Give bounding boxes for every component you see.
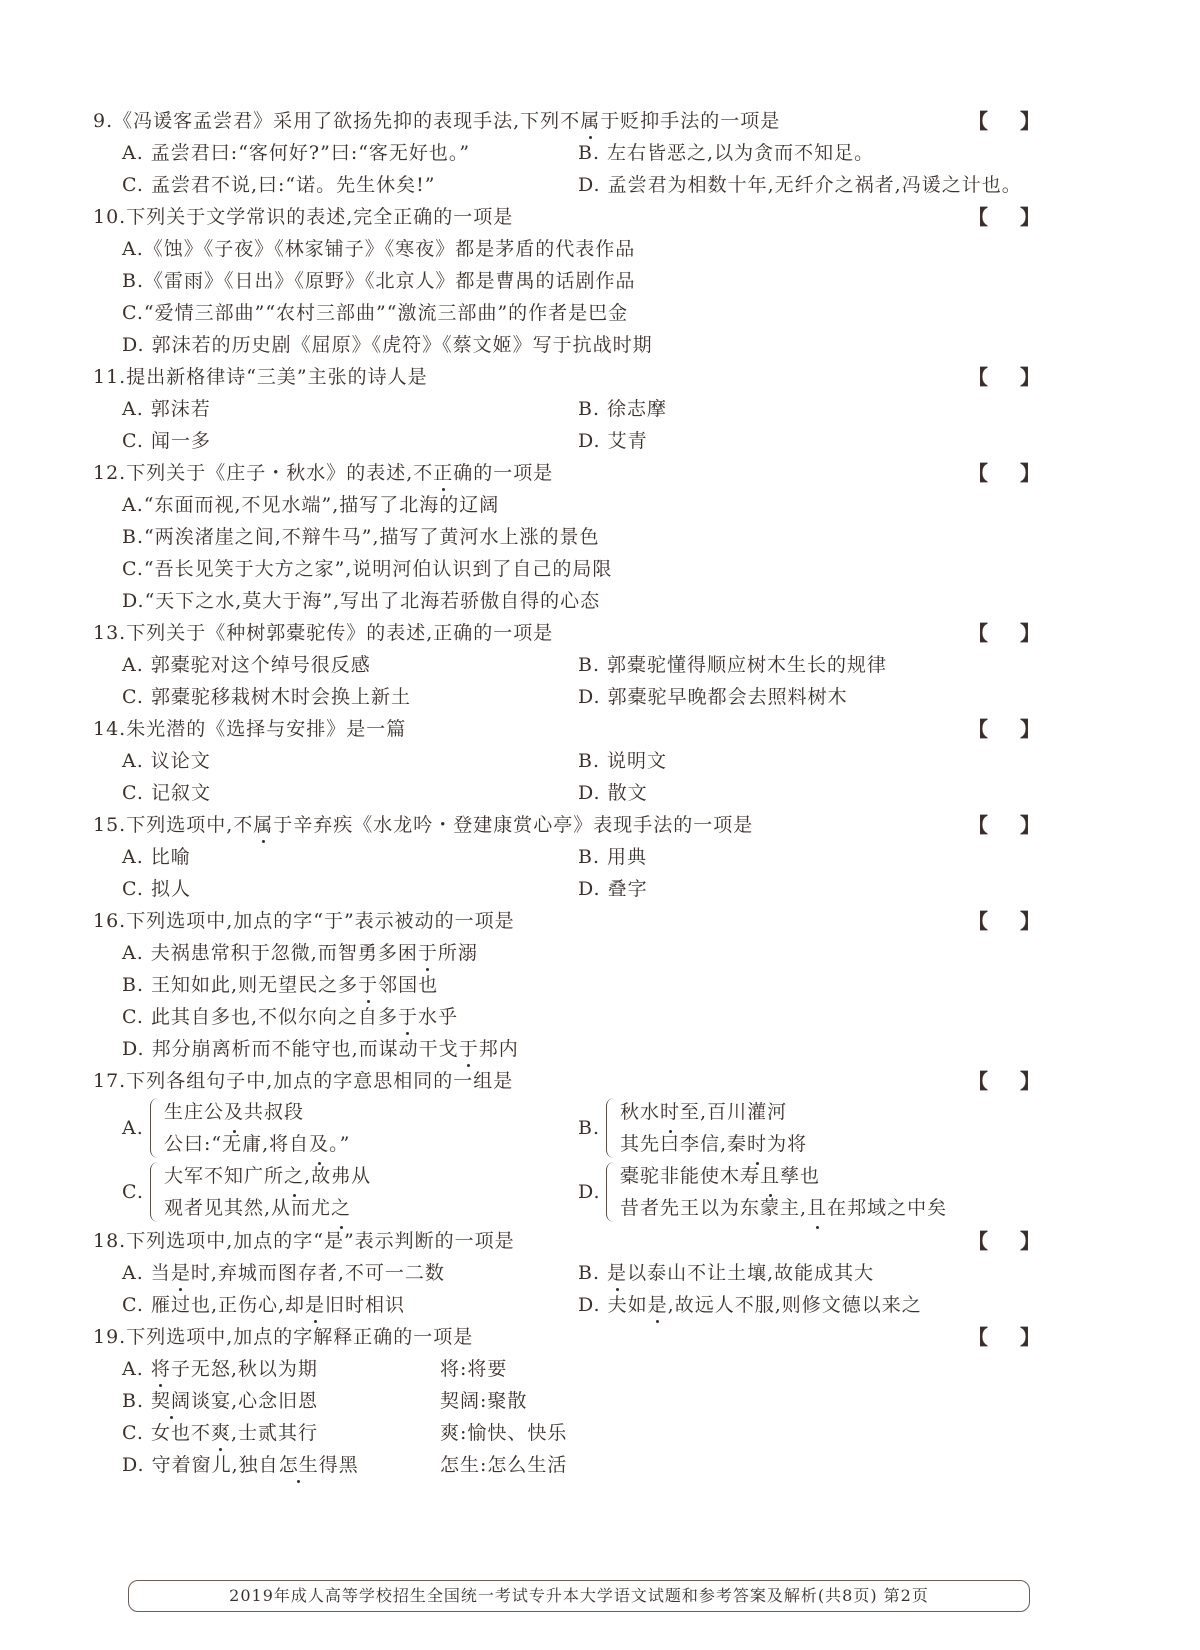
answer-bracket-12[interactable]: 【 】 [968,461,1040,485]
question-19-option-b: B. 契阔谈宴,心念旧恩 [122,1390,319,1412]
question-18-option-c: C. 雁过也,正伤心,却是旧时相识 [122,1294,406,1316]
question-15-option-b: B. 用典 [578,846,648,868]
question-9-option-a: A. 孟尝君曰:“客何好?”曰:“客无好也。” [122,142,471,164]
question-10-option-c: C.“爱情三部曲”“农村三部曲”“激流三部曲”的作者是巴金 [122,302,629,324]
question-11-option-c: C. 闻一多 [122,430,211,452]
question-13-option-b: B. 郭橐驼懂得顺应树木生长的规律 [578,654,888,676]
question-13-option-a: A. 郭橐驼对这个绰号很反感 [122,654,371,676]
question-16-option-a: A. 夫祸患常积于忽微,而智勇多困于所溺 [122,942,478,964]
question-10-option-a: A.《蚀》《子夜》《林家铺子》《寒夜》都是茅盾的代表作品 [122,238,636,260]
question-14-option-d: D. 散文 [578,782,648,804]
question-18-option-b: B. 是以泰山不让土壤,故能成其大 [578,1262,875,1284]
question-12-option-c: C.“吾长见笑于大方之家”,说明河伯认识到了自己的局限 [122,558,613,580]
emphasis-dotted: 不正确 [413,462,474,484]
question-14-stem: 14.朱光潜的《选择与安排》是一篇 [93,718,407,740]
question-16-option-d: D. 邦分崩离析而不能守也,而谋动干戈于邦内 [122,1038,519,1060]
answer-bracket-19[interactable]: 【 】 [968,1325,1040,1349]
answer-bracket-13[interactable]: 【 】 [968,621,1040,645]
question-16-option-b: B. 王知如此,则无望民之多于邻国也 [122,974,439,996]
question-14-option-c: C. 记叙文 [122,782,211,804]
answer-bracket-18[interactable]: 【 】 [968,1229,1040,1253]
question-11-option-d: D. 艾青 [578,430,648,452]
emphasis-dotted: 不属于 [560,110,621,132]
question-18-option-a: A. 当是时,弃城而图存者,不可一二数 [122,1262,445,1284]
question-15-option-c: C. 拟人 [122,878,191,900]
question-9-stem: 9.《冯谖客孟尝君》采用了欲扬先抑的表现手法,下列不属于贬抑手法的一项是 [93,110,781,132]
question-10-option-d: D. 郭沫若的历史剧《屈原》《虎符》《蔡文姬》写于抗战时期 [122,334,653,356]
question-10-option-b: B.《雷雨》《日出》《原野》《北京人》都是曹禺的话剧作品 [122,270,636,292]
answer-bracket-11[interactable]: 【 】 [968,365,1040,389]
question-19-stem: 19.下列选项中,加点的字解释正确的一项是 [93,1326,474,1348]
brace [150,1098,159,1158]
brace [606,1098,615,1158]
question-13-option-c: C. 郭橐驼移栽树木时会换上新土 [122,686,411,708]
answer-bracket-15[interactable]: 【 】 [968,813,1040,837]
question-15-option-a: A. 比喻 [122,846,191,868]
question-18-stem: 18.下列选项中,加点的字“是”表示判断的一项是 [93,1230,515,1252]
exam-page: 9.《冯谖客孟尝君》采用了欲扬先抑的表现手法,下列不属于贬抑手法的一项是 【 】 A. 孟尝君曰:“客何好?”曰:“客无好也。” B. 左右皆恶之,以为贪而不知足。 C. 孟尝君不说,曰:“诺。先生休矣!” D. 孟尝君为相数十年,无纤介之祸者,冯谖之计也。 10.下列关于文学常识的表述,完全正确的一项是 【 】 A.《蚀》《子夜》《林家铺子》《寒夜》都是茅盾的代表作品 B.《雷雨》《日出》《原野》《北京人》都是曹禺的话剧作品 C.“爱情三部曲”“农村三部曲”“激流三部曲”的作者是巴金 D. 郭沫若的历史剧《屈原》《虎符》《蔡文姬》写于抗战时期 11.提出新格律诗“三美”主张的诗人是 【 】 A. 郭沫若 B. 徐志摩 C. 闻一多 D. 艾青 12.下列关于《庄子・秋水》的表述,不正确的一项是 【 】 A.“东面而视,不见水端”,描写了北海的辽阔 B.“两涘渚崖之间,不辩牛马”,描写了黄河水上涨的景色 C.“吾长见笑于大方之家”,说明河伯认识到了自己的局限 D.“天下之水,莫大于海”,写出了北海若骄傲自得的心态 13.下列关于《种树郭橐驼传》的表述,正确的一项是 【 】 A. 郭橐驼对这个绰号很反感 B. 郭橐驼懂得顺应树木生长的规律 C. 郭橐驼移栽树木时会换上新土 D. 郭橐驼早晚都会去照料树木 14.朱光潜的《选择与安排》是一篇 【 】 A. 议论文 B. 说明文 C. 记叙文 D. 散文 15.下列选项中,不属于辛弃疾《水龙吟・登建康赏心亭》表现手法的一项是 【 】 A. 比喻 B. 用典 C. 拟人 D. 叠字 16.下列选项中,加点的字“于”表示被动的一项是 【 】 A. 夫祸患常积于忽微,而智勇多困于所溺 B. 王知如此,则无望民之多于邻国也 C. 此其自多也,不似尔向之自多于水乎 D. 邦分崩离析而不能守也,而谋动干戈于邦内 17.下列各组句子中,加点的字意思相同的一组是 【 】 A. 生庄公及共叔段 公曰:“无庸,将自及。” B. 秋水时至,百川灌河 其先曰李信,秦时为将 C. 大军不知广所之,故弗从 观者见其然,从而尤之 D. 橐驼非能使木寿且孳也 昔者先王以为东蒙主,且在邦域之中矣 18.下列选项中,加点的字“是”表示判断的一项是 【 】 A. 当是时,弃城而图存者,不可一二数 B. 是以泰山不让土壤,故能成其大 C. 雁过也,正伤心,却是旧时相识 D. 夫如是,故远人不服,则修文德以来之 19.下列选项中,加点的字解释正确的一项是 【 】 A. 将子无怒,秋以为期 将:将要 B. 契阔谈宴,心念旧恩 契阔:聚散 C. 女也不爽,士贰其行 爽:愉快、快乐 D. 守着窗儿,独自怎生得黑 怎生:怎么生活 2019年成人高等学校招生全国统一考试专升本大学语文试题和参考答案及解析(共8页) 第2页 [0,0,1200,1650]
question-13-option-d: D. 郭橐驼早晚都会去照料树木 [578,686,848,708]
answer-bracket-14[interactable]: 【 】 [968,717,1040,741]
emphasis-dotted: 不属于 [233,814,294,836]
answer-bracket-9[interactable]: 【 】 [968,109,1040,133]
question-16-stem: 16.下列选项中,加点的字“于”表示被动的一项是 [93,910,515,932]
question-14-option-b: B. 说明文 [578,750,668,772]
question-19-option-c: C. 女也不爽,士贰其行 [122,1422,319,1444]
question-13-stem: 13.下列关于《种树郭橐驼传》的表述,正确的一项是 [93,622,554,644]
question-11-option-b: B. 徐志摩 [578,398,668,420]
answer-bracket-16[interactable]: 【 】 [968,909,1040,933]
question-19-explain-a: 将:将要 [440,1358,508,1380]
question-9-option-b: B. 左右皆恶之,以为贪而不知足。 [578,142,875,164]
question-19-explain-b: 契阔:聚散 [440,1390,528,1412]
question-9-option-c: C. 孟尝君不说,曰:“诺。先生休矣!” [122,174,436,196]
question-11-option-a: A. 郭沫若 [122,398,211,420]
brace [150,1162,159,1222]
question-12-option-d: D.“天下之水,莫大于海”,写出了北海若骄傲自得的心态 [122,590,601,612]
question-16-option-c: C. 此其自多也,不似尔向之自多于水乎 [122,1006,459,1028]
question-18-option-d: D. 夫如是,故远人不服,则修文德以来之 [578,1294,922,1316]
question-9-option-d: D. 孟尝君为相数十年,无纤介之祸者,冯谖之计也。 [578,174,1022,196]
question-19-option-d: D. 守着窗儿,独自怎生得黑 [122,1454,359,1476]
question-19-explain-d: 怎生:怎么生活 [440,1454,568,1476]
question-19-explain-c: 爽:愉快、快乐 [440,1422,568,1444]
question-12-option-b: B.“两涘渚崖之间,不辩牛马”,描写了黄河水上涨的景色 [122,526,600,548]
question-17-stem: 17.下列各组句子中,加点的字意思相同的一组是 [93,1070,514,1092]
question-10-stem: 10.下列关于文学常识的表述,完全正确的一项是 [93,206,514,228]
answer-bracket-10[interactable]: 【 】 [968,205,1040,229]
question-12-option-a: A.“东面而视,不见水端”,描写了北海的辽阔 [122,494,500,516]
page-footer: 2019年成人高等学校招生全国统一考试专升本大学语文试题和参考答案及解析(共8页) 第2页 [128,1580,1030,1612]
question-19-option-a: A. 将子无怒,秋以为期 [122,1358,318,1380]
answer-bracket-17[interactable]: 【 】 [968,1069,1040,1093]
question-15-option-d: D. 叠字 [578,878,648,900]
brace [606,1162,615,1222]
question-14-option-a: A. 议论文 [122,750,211,772]
question-11-stem: 11.提出新格律诗“三美”主张的诗人是 [93,366,428,388]
question-15-stem: 15.下列选项中,不属于辛弃疾《水龙吟・登建康赏心亭》表现手法的一项是 [93,814,754,836]
question-12-stem: 12.下列关于《庄子・秋水》的表述,不正确的一项是 [93,462,554,484]
